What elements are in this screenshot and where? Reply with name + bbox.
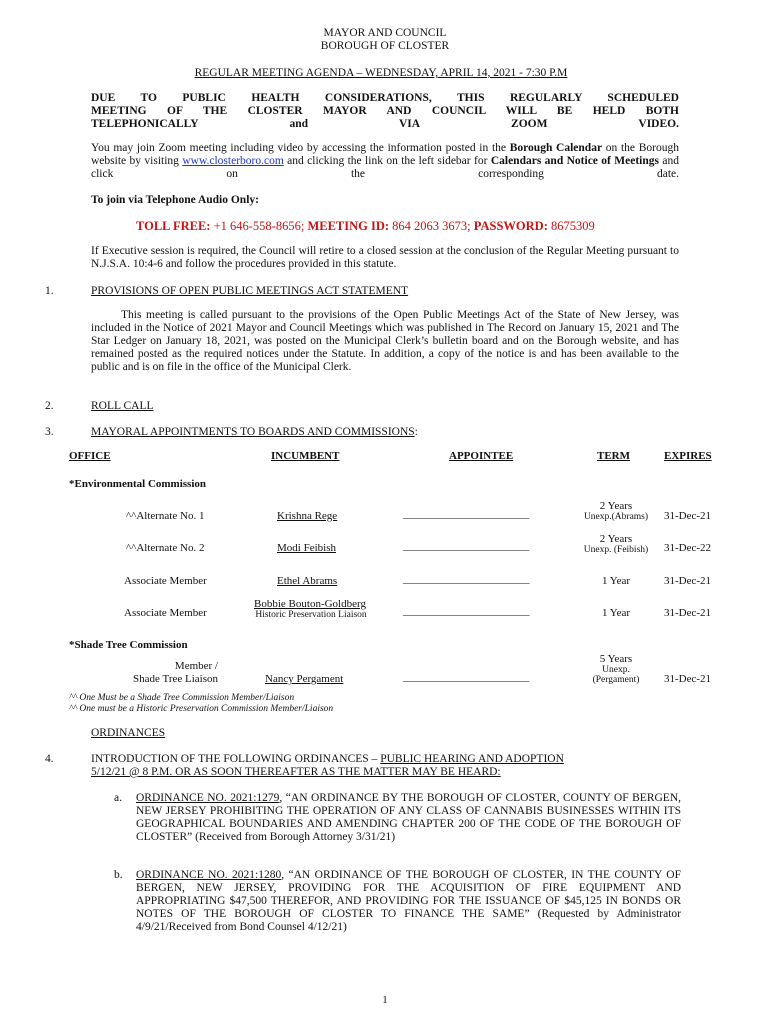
row1-incumbent: Krishna Rege (277, 510, 338, 522)
row3-appointee-blank[interactable]: _______________________ (403, 573, 530, 585)
row1-term-note: Unexp.(Abrams) (583, 512, 649, 522)
row2-appointee-blank[interactable]: _______________________ (403, 540, 530, 552)
row3-office: Associate Member (124, 575, 207, 587)
toll-free-number: +1 646-558-8656; (210, 219, 305, 233)
zoom-text-1: You may join Zoom meeting including video by accessing the information posted in the (91, 142, 510, 154)
shade-term: 5 Years (599, 653, 633, 665)
telephone-details (136, 219, 595, 234)
row4-incumbent: Bobbie Bouton-Goldberg (254, 598, 366, 610)
ordinances-heading: ORDINANCES (91, 727, 166, 739)
row4-expires: 31-Dec-21 (664, 607, 712, 619)
opma-statement: This meeting is called pursuant to the provisions of the Open Public Meetings Act of the State of New Jersey, was included in the Notice of 2021 Mayor and Council Meetings which was published in The Record on January 15, 2021 and The Star Ledger on January 18, 2021, was posted on the Municipal Clerk’s bulletin board and on the Borough website, and has remained posted as the required notices under the Statute. In addition, a copy of the notice is and has been available to the public and is on file in the office of the Municipal Clerk. (91, 309, 679, 373)
telephone-heading: To join via Telephone Audio Only: (91, 194, 259, 206)
item-2-title: ROLL CALL (91, 400, 154, 412)
footnote-1: ^^ One Must be a Shade Tree Commission Member/Liaison (69, 693, 295, 703)
item-1-number: 1. (45, 285, 54, 297)
item-3-title-suffix: : (414, 426, 418, 438)
row1-appointee-blank[interactable]: _______________________ (403, 508, 530, 520)
col-office: OFFICE (69, 450, 111, 462)
notice-line-1: DUE TO PUBLIC HEALTH CONSIDERATIONS, THIS REGULARLY SCHEDULED (91, 92, 679, 104)
shade-office-line-2: Shade Tree Liaison (133, 673, 218, 685)
ordinance-a-text (136, 792, 681, 844)
ordinance-b-ref: ORDINANCE NO. 2021:1280 (136, 869, 282, 881)
row1-term: 2 Years (599, 500, 633, 512)
item-4-title-line-2: 5/12/21 @ 8 P.M. OR AS SOON THEREAFTER AS THE MATTER MAY BE HEARD: (91, 766, 501, 778)
ordinance-a-letter: a. (114, 792, 122, 804)
meeting-id-label: MEETING ID: (304, 219, 390, 233)
row1-expires: 31-Dec-21 (664, 510, 712, 522)
notice-line-2: MEETING OF THE CLOSTER MAYOR AND COUNCIL WILL BE HELD BOTH (91, 105, 679, 117)
header-line-2: BOROUGH OF CLOSTER (320, 40, 450, 52)
item-4-title (91, 753, 681, 765)
executive-session-note: If Executive session is required, the Council will retire to a closed session at the conclusion of the Regular Meeting pursuant to N.J.S.A. 10:4-6 and follow the procedures provided in this statute. (91, 245, 679, 270)
row4-appointee-blank[interactable]: _______________________ (403, 605, 530, 617)
shade-appointee-blank[interactable]: _______________________ (403, 671, 530, 683)
zoom-text-4: and click on the corresponding date. (91, 155, 679, 180)
shade-office-line-1: Member / (174, 660, 218, 672)
agenda-title: REGULAR MEETING AGENDA – WEDNESDAY, APRIL 14, 2021 - 7:30 P.M (194, 67, 568, 79)
row2-incumbent: Modi Feibish (277, 542, 336, 554)
calendars-notice-label: Calendars and Notice of Meetings (490, 155, 659, 167)
environmental-commission-title: *Environmental Commission (69, 478, 207, 490)
page-number: 1 (382, 994, 388, 1006)
col-incumbent: INCUMBENT (271, 450, 340, 462)
item-4-title-underlined-1: PUBLIC HEARING AND ADOPTION (380, 753, 564, 765)
shade-expires: 31-Dec-21 (664, 673, 712, 685)
item-3-number: 3. (45, 426, 54, 438)
ordinance-a-body: , “AN ORDINANCE BY THE BOROUGH OF CLOSTER, COUNTY OF BERGEN, NEW JERSEY PROHIBITING THE OPERATION OF ANY CLASS OF CANNABIS BUSINESSES WITHIN ITS GEOGRAPHICAL BOUNDARIES AND AMENDING CHAPTER 200 OF THE CODE OF THE BOROUGH OF CLOSTER” (Received from Borough Attorney 3/31/21) (136, 792, 682, 843)
shade-term-note-2: (Pergament) (592, 675, 640, 685)
item-4-title-prefix: INTRODUCTION OF THE FOLLOWING ORDINANCES – (91, 753, 381, 765)
borough-website-link[interactable]: www.closterboro.com (182, 155, 284, 167)
item-3-title (91, 426, 418, 438)
row2-term: 2 Years (599, 533, 633, 545)
row4-incumbent-role: Historic Preservation Liaison (255, 610, 367, 620)
col-expires: EXPIRES (664, 450, 712, 462)
toll-free-label: TOLL FREE: (136, 219, 211, 233)
row3-incumbent: Ethel Abrams (277, 575, 338, 587)
row3-term: 1 Year (601, 575, 631, 587)
item-1-title: PROVISIONS OF OPEN PUBLIC MEETINGS ACT STATEMENT (91, 285, 409, 297)
shade-tree-commission-title: *Shade Tree Commission (69, 639, 188, 651)
col-term: TERM (597, 450, 630, 462)
shade-incumbent: Nancy Pergament (265, 673, 344, 685)
zoom-text-2: on the Borough website by visiting (91, 142, 679, 167)
notice-line-3: TELEPHONICALLY and VIA ZOOM VIDEO. (91, 118, 679, 130)
password-value: 8675309 (547, 219, 595, 233)
zoom-text-3: and clicking the link on the left sidebar for (283, 155, 491, 167)
item-4-number: 4. (45, 753, 54, 765)
ordinance-b-body: , “AN ORDINANCE OF THE BOROUGH OF CLOSTER, IN THE COUNTY OF BERGEN, NEW JERSEY, PROVIDING FOR THE ACQUISITION OF FIRE EQUIPMENT AND APPROPRIATING $47,500 THEREFOR, AND PROVIDING FOR THE ISSUANCE OF $45,125 IN BONDS OR NOTES OF THE BOROUGH OF CLOSTER TO FINANCE THE SAME” (Requested by Administrator 4/9/21/Received from Bond Counsel 4/12/21) (136, 869, 681, 933)
row4-office: Associate Member (124, 607, 207, 619)
row3-expires: 31-Dec-21 (664, 575, 712, 587)
row2-office: ^^Alternate No. 2 (126, 542, 205, 554)
borough-calendar-label: Borough Calendar (509, 142, 603, 154)
row2-term-note: Unexp. (Feibish) (583, 545, 649, 555)
col-appointee: APPOINTEE (449, 450, 514, 462)
row1-office: ^^Alternate No. 1 (126, 510, 205, 522)
item-3-title-text: MAYORAL APPOINTMENTS TO BOARDS AND COMMISSIONS (91, 426, 415, 438)
header-line-1: MAYOR AND COUNCIL (323, 27, 447, 39)
row4-term: 1 Year (601, 607, 631, 619)
ordinance-b-text (136, 869, 681, 934)
shade-term-note-1: Unexp. (602, 665, 630, 675)
ordinance-b-letter: b. (114, 869, 123, 881)
row2-expires: 31-Dec-22 (664, 542, 712, 554)
password-label: PASSWORD: (470, 219, 548, 233)
ordinance-a-ref: ORDINANCE NO. 2021:1279 (136, 792, 280, 804)
item-2-number: 2. (45, 400, 54, 412)
footnote-2: ^^ One must be a Historic Preservation Commission Member/Liaison (69, 704, 334, 714)
zoom-paragraph (91, 142, 679, 181)
meeting-id-value: 864 2063 3673; (389, 219, 471, 233)
